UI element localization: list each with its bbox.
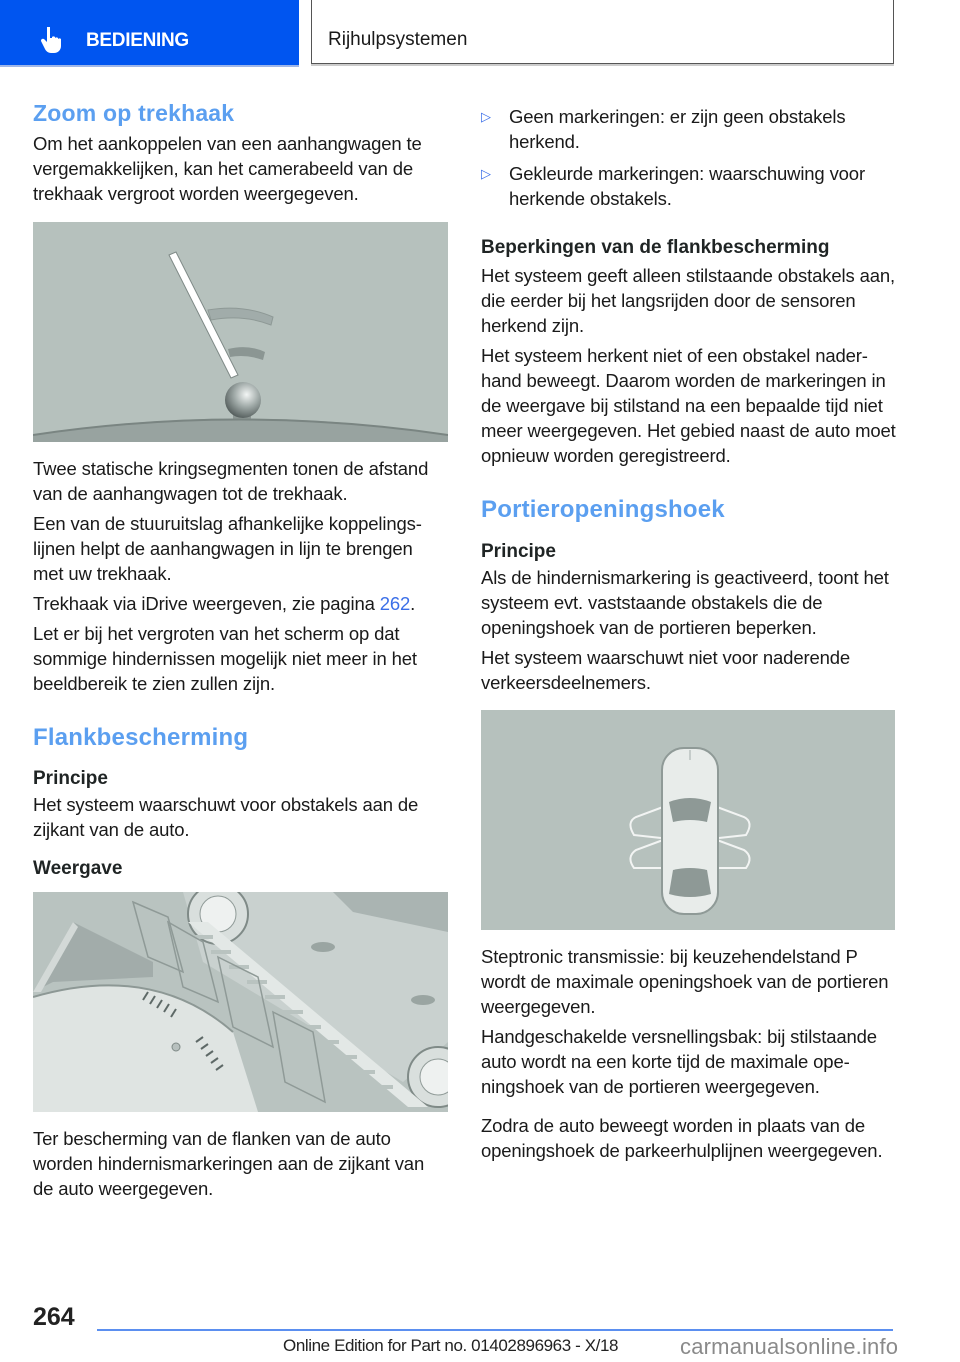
bullet-item — [481, 104, 896, 154]
section-tab — [0, 0, 299, 65]
zoom-paragraph-2: Een van de stuuruitslag afhankelijke koppelingslijnen helpt de aanhangwagen in lijn te brengen met uw trekhaak. — [33, 513, 422, 584]
flank-principle-title: Principe — [33, 768, 108, 789]
right-column — [481, 104, 896, 1163]
limits-paragraph-1: Het systeem geeft alleen stilstaande obstakels aan, die eerder bij het langsrijden door de sensoren herkend zijn. — [481, 265, 895, 336]
section-label: BEDIENING — [86, 30, 189, 51]
heading-flankbescherming: Flankbescherming — [33, 724, 249, 751]
bullet-text: Gekleurde markeringen: waarschuwing voor herkende obstakels. — [509, 163, 865, 209]
footer-divider — [97, 1329, 893, 1331]
flank-protection-illustration — [33, 892, 448, 1112]
bullet-text: Geen markeringen: er zijn geen obstakels herkend. — [509, 106, 846, 152]
zoom-intro: Om het aankoppelen van een aanhangwagen te vergemakkelijken, kan het camerabeeld van de trekhaak vergroot worden weergegeven. — [33, 133, 422, 204]
left-column — [33, 100, 448, 1201]
zoom-paragraph-1: Twee statische kringsegmenten tonen de afstand van de aanhangwagen tot de trekhaak. — [33, 458, 429, 504]
door-paragraph-4: Handgeschakelde versnellingsbak: bij stilstaande auto wordt na een korte tijd de maximale openingshoek van de portieren weergegeven. — [481, 1026, 877, 1097]
flank-caption: Ter bescherming van de flanken van de auto worden hindernismarkeringen aan de zijkant van de auto weergegeven. — [33, 1128, 425, 1199]
zoom-paragraph-4: Let er bij het vergroten van het scherm op dat sommige hindernissen mogelijk niet meer in het beeldbereik te zien zullen zijn. — [33, 623, 417, 694]
zoom-paragraph-3 — [33, 591, 448, 616]
marking-bullet-list — [481, 104, 896, 211]
door-angle-illustration — [481, 710, 895, 930]
flank-display-title: Weergave — [33, 858, 123, 879]
tow-hitch-figure — [33, 222, 448, 442]
tow-hitch-illustration — [33, 222, 448, 442]
door-paragraph-3: Steptronic transmissie: bij keuzehendelstand P wordt de maximale openingshoek van de portieren weergegeven. — [481, 946, 889, 1017]
door-principle-title: Principe — [481, 541, 556, 562]
chapter-title: Rijhulpsystemen — [328, 29, 468, 50]
flank-protection-figure — [33, 892, 448, 1112]
door-angle-figure — [481, 710, 895, 930]
triangle-bullet-icon: ▷ — [481, 109, 491, 124]
triangle-bullet-icon: ▷ — [481, 166, 491, 181]
limits-title: Beperkingen van de flankbescherming — [481, 237, 830, 258]
door-paragraph-2: Het systeem waarschuwt niet voor naderende verkeersdeelnemers. — [481, 647, 851, 693]
heading-zoom-trekhaak: Zoom op trekhaak — [33, 100, 235, 126]
bullet-item — [481, 161, 896, 211]
page-number: 264 — [33, 1303, 75, 1331]
limits-paragraph-2: Het systeem herkent niet of een obstakel naderhand beweegt. Daarom worden de markeringen in de weergave bij stilstand na een bepaalde tijd niet meer weergegeven. Het gebied naast de auto moet opnieuw worden geregistreerd. — [481, 345, 896, 466]
chapter-header — [311, 0, 894, 64]
watermark: carmanualsonline.info — [680, 1334, 899, 1359]
zoom-paragraph-3-suffix: . — [410, 593, 416, 614]
zoom-paragraph-3-text: Trekhaak via iDrive weergeven, zie pagina — [33, 593, 380, 614]
flank-principle-text: Het systeem waarschuwt voor obstakels aan de zijkant van de auto. — [33, 794, 419, 840]
door-paragraph-1: Als de hindernismarkering is geactiveerd, toont het systeem evt. vaststaande obstakels die de openingshoek van de portieren beperken. — [481, 567, 889, 638]
edition-note: Online Edition for Part no. 01402896963 - X/18 — [283, 1336, 619, 1355]
page-262-link[interactable]: 262 — [379, 593, 411, 614]
pointing-hand-icon — [40, 27, 64, 53]
door-paragraph-5: Zodra de auto beweegt worden in plaats van de openingshoek de parkeerhulplijnen weergegeven. — [481, 1115, 883, 1161]
heading-portieropeningshoek: Portieropeningshoek — [481, 496, 725, 523]
